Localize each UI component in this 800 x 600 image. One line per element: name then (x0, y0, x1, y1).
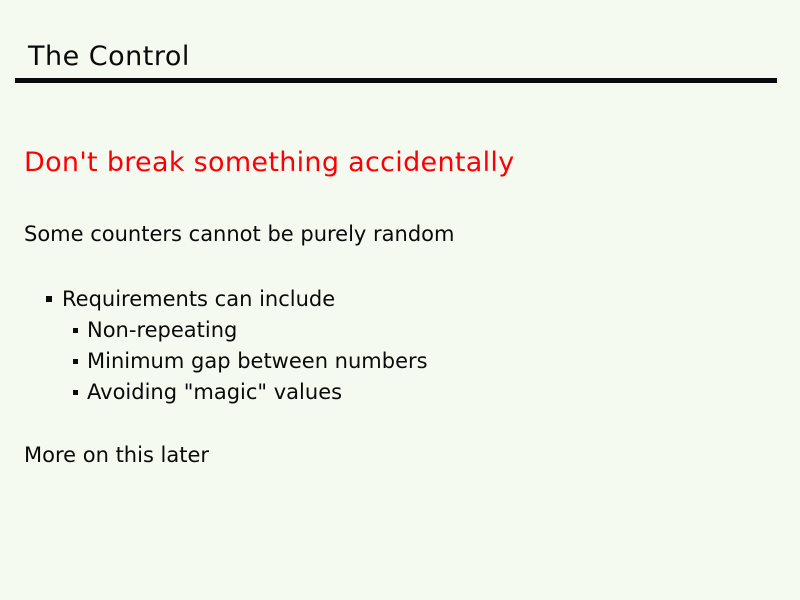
bullet-square-icon (73, 390, 78, 395)
bullet-item-label: Requirements can include (62, 287, 336, 311)
slide-title: The Control (28, 41, 190, 72)
bullet-item-level1 (46, 287, 335, 311)
title-rule (15, 78, 777, 83)
footer-text: More on this later (24, 443, 210, 467)
bullet-square-icon (73, 328, 78, 333)
bullet-item-label: Non-repeating (87, 318, 238, 342)
bullet-item-label: Minimum gap between numbers (87, 349, 428, 373)
bullet-item-level2 (73, 318, 237, 342)
bullet-item-level2 (73, 349, 428, 373)
bullet-square-icon (73, 359, 78, 364)
bullet-item-level2 (73, 380, 342, 404)
bullet-item-label: Avoiding "magic" values (87, 380, 343, 404)
bullet-square-icon (46, 296, 52, 302)
section-heading: Don't break something accidentally (24, 147, 515, 178)
intro-text: Some counters cannot be purely random (24, 222, 455, 246)
